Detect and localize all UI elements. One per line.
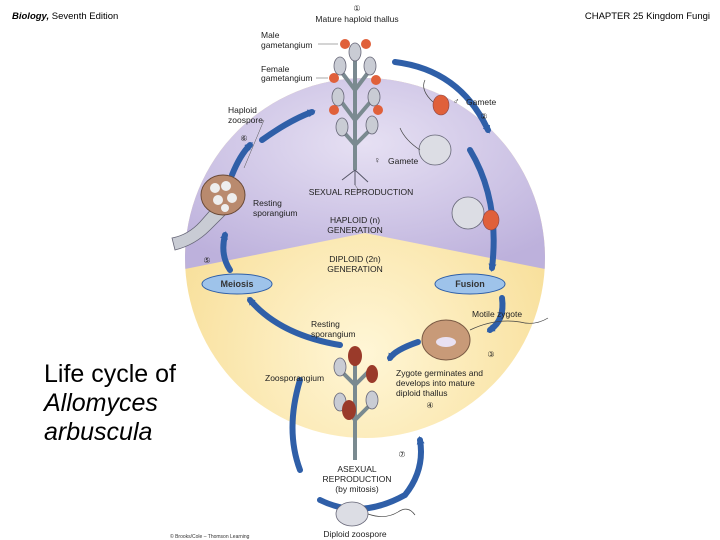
step-5: ⑤ xyxy=(203,256,211,265)
female-gametangium-label-2: gametangium xyxy=(261,73,313,83)
motile-zygote-label: Motile zygote xyxy=(472,309,523,319)
diploid-generation-label-1: DIPLOID (2n) xyxy=(329,254,381,264)
zoosporangium-label: Zoosporangium xyxy=(265,373,325,383)
step-4: ④ xyxy=(426,401,434,410)
zygote-germinates-label-1: Zygote germinates and xyxy=(396,368,483,378)
sexual-reproduction-label: SEXUAL REPRODUCTION xyxy=(308,187,414,197)
female-symbol: ♀ xyxy=(374,155,381,165)
resting-sporangium2-label-1: Resting xyxy=(311,319,340,329)
zygote-germinates-label-3: diploid thallus xyxy=(396,388,448,398)
haploid-generation-label-1: HAPLOID (n) xyxy=(329,215,381,225)
resting-sporangium-label-1: Resting xyxy=(253,198,282,208)
male-gametangium-label-1: Male xyxy=(261,30,280,40)
resting-sporangium-label-2: sporangium xyxy=(253,208,298,218)
diploid-zoospore-label: Diploid zoospore xyxy=(323,529,387,539)
step-7: ⑦ xyxy=(398,450,406,459)
female-gametangium-label-1: Female xyxy=(261,64,290,74)
meiosis-pill xyxy=(202,274,272,294)
step-6: ⑥ xyxy=(240,134,248,143)
step-1: ① xyxy=(353,4,361,13)
book-title: Biology, xyxy=(12,11,50,22)
male-gametangium-label-2: gametangium xyxy=(261,40,313,50)
step-2: ② xyxy=(480,112,488,121)
chapter-title: CHAPTER 25 Kingdom Fungi xyxy=(584,11,710,22)
zygote-germinates-label-2: develops into mature xyxy=(396,378,475,388)
caption-line-2: Allomyces xyxy=(44,389,158,417)
mature-thallus-label: Mature haploid thallus xyxy=(315,14,399,24)
edition-label: Seventh Edition xyxy=(51,11,119,22)
caption-line-3: arbuscula xyxy=(44,418,153,446)
haploid-zoospore-label-1: Haploid xyxy=(228,105,257,115)
fusion-pill xyxy=(435,274,505,294)
asexual-label-3: (by mitosis) xyxy=(335,484,379,494)
asexual-label-1: ASEXUAL xyxy=(337,464,377,474)
haploid-zoospore-label-2: zoospore xyxy=(228,115,263,125)
image-credit: © Brooks/Cole – Thomson Learning xyxy=(170,534,250,540)
meiosis-label: Meiosis xyxy=(220,279,254,289)
female-gamete-label: Gamete xyxy=(388,156,419,166)
haploid-generation-label-2: GENERATION xyxy=(327,225,383,235)
diploid-generation-label-2: GENERATION xyxy=(327,264,383,274)
male-gamete-label: Gamete xyxy=(466,97,497,107)
figure-caption xyxy=(44,360,176,447)
fusion-label: Fusion xyxy=(455,279,485,289)
resting-sporangium2-label-2: sporangium xyxy=(311,329,356,339)
step-3: ③ xyxy=(487,350,495,359)
caption-line-1: Life cycle of xyxy=(44,360,177,388)
male-symbol: ♂ xyxy=(453,96,460,106)
asexual-label-2: REPRODUCTION xyxy=(322,474,392,484)
